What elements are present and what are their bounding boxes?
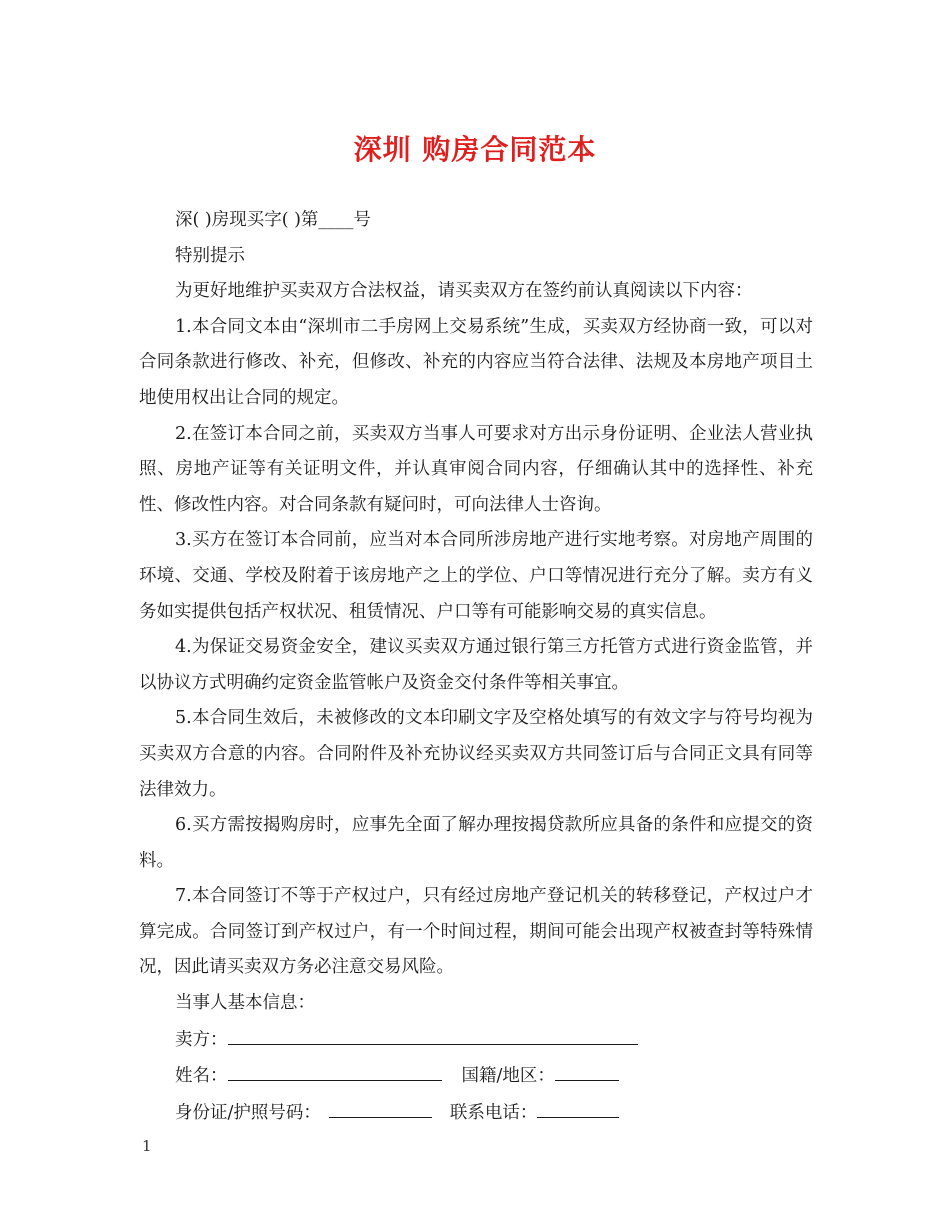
document-title: 深圳 购房合同范本 [353,133,597,166]
document-body [139,203,813,1131]
notice-item-7: 7.本合同签订不等于产权过户，只有经过房地产登记机关的转移登记，产权过户才算完成。合同签订到产权过户，有一个时间过程，期间可能会出现产权被查封等特殊情况，因此请买卖双方务必注意交易风险。 [139,886,813,978]
notice-intro: 为更好地维护买卖双方合法权益，请买卖双方在签约前认真阅读以下内容： [175,281,753,302]
seller-row [139,1022,813,1059]
parties-heading: 当事人基本信息： [175,993,315,1014]
phone-label: 联系电话： [449,1102,538,1123]
name-label: 姓名： [175,1066,228,1087]
id-row [139,1095,813,1132]
id-label: 身份证/护照号码： [175,1102,321,1123]
nationality-label: 国籍/地区： [461,1066,555,1087]
document-number: 深( )房现买字( )第____号 [175,210,371,230]
name-blank[interactable] [228,1058,442,1081]
page-number: 1 [142,1137,152,1155]
notice-item-1: 1.本合同文本由“深圳市二手房网上交易系统”生成，买卖双方经协商一致，可以对合同条款进行修改、补充，但修改、补充的内容应当符合法律、法规及本房地产项目土地使用权出让合同的规定。 [139,316,813,408]
notice-item-6: 6.买方需按揭购房时，应事先全面了解办理按揭贷款所应具备的条件和应提交的资料。 [139,815,813,871]
notice-item-5: 5.本合同生效后，未被修改的文本印刷文字及空格处填写的有效文字与符号均视为买卖双方合意的内容。合同附件及补充协议经买卖双方共同签订后与合同正文具有同等法律效力。 [139,708,813,800]
notice-heading: 特别提示 [175,245,245,266]
seller-label: 卖方： [175,1029,228,1050]
phone-blank[interactable] [537,1095,619,1118]
notice-item-4: 4.为保证交易资金安全，建议买卖双方通过银行第三方托管方式进行资金监管，并以协议方式明确约定资金监管帐户及资金交付条件等相关事宜。 [139,637,813,693]
name-row [139,1058,813,1095]
notice-item-3: 3.买方在签订本合同前，应当对本合同所涉房地产进行实地考察。对房地产周围的环境、交通、学校及附着于该房地产之上的学位、户口等情况进行充分了解。卖方有义务如实提供包括产权状况、租赁情况、户口等有可能影响交易的真实信息。 [139,530,813,622]
seller-blank[interactable] [228,1022,638,1045]
id-blank[interactable] [329,1095,432,1118]
notice-item-2: 2.在签订本合同之前，买卖双方当事人可要求对方出示身份证明、企业法人营业执照、房地产证等有关证明文件，并认真审阅合同内容，仔细确认其中的选择性、补充性、修改性内容。对合同条款有疑问时，可向法律人士咨询。 [139,423,813,515]
nationality-blank[interactable] [555,1058,619,1081]
